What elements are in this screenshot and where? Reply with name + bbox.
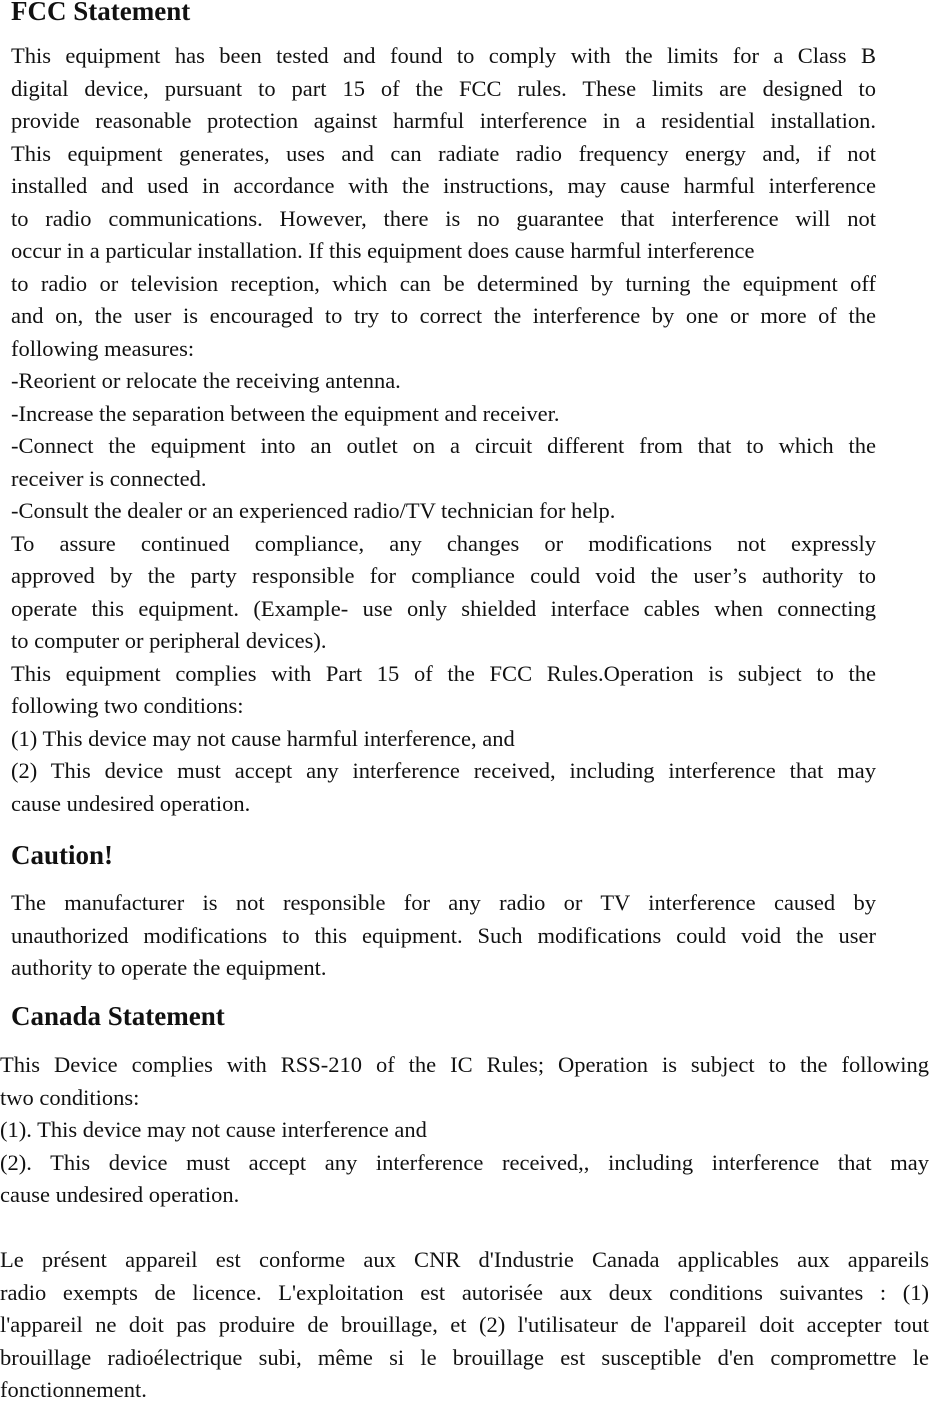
text-line: fonctionnement. [0,1377,147,1402]
text-line: The manufacturer is not responsible for any radio or TV interference caused by [11,890,876,915]
text-line: occur in a particular installation. If this equipment does cause harmful interference [11,238,755,263]
text-line: radio exempts de licence. L'exploitation est autorisée aux deux conditions suivantes : (1) [0,1279,929,1305]
text-line: following two conditions: [11,693,244,718]
measure-item: -Consult the dealer or an experienced radio/TV technician for help. [11,498,616,523]
text-line: cause undesired operation. [11,790,251,816]
canada-statement-english [0,1049,929,1212]
canada-statement-french [0,1244,929,1407]
text-line: cause undesired operation. [0,1182,240,1207]
text-line: to radio or television reception, which can be determined by turning the equipment off [11,270,876,296]
text-line: following measures: [11,335,195,361]
canada-statement-heading: Canada Statement [11,1001,225,1031]
text-line: operate this equipment. (Example- use only shielded interface cables when connecting [11,595,876,621]
condition-item: (2). This device must accept any interference received,, including interference that may [0,1149,929,1175]
text-line: provide reasonable protection against harmful interference in a residential installation. [11,108,876,133]
fcc-statement-body [11,40,876,820]
text-line: authority to operate the equipment. [11,955,327,980]
text-line: l'appareil ne doit pas produire de brouillage, et (2) l'utilisateur de l'appareil doit accepter tout [0,1312,929,1337]
condition-item: (1). This device may not cause interference and [0,1117,427,1142]
text-line: To assure continued compliance, any changes or modifications not expressly [11,530,876,556]
text-line: This equipment has been tested and found to comply with the limits for a Class B [11,43,876,68]
text-line: to radio communications. However, there is no guarantee that interference will not [11,205,876,231]
text-line: to computer or peripheral devices). [11,628,327,653]
measure-item: -Increase the separation between the equipment and receiver. [11,400,560,426]
text-line: approved by the party responsible for compliance could void the user’s authority to [11,563,876,588]
text-line: Le présent appareil est conforme aux CNR d'Industrie Canada applicables aux appareils [0,1247,929,1272]
text-line: unauthorized modifications to this equipment. Such modifications could void the user [11,922,876,948]
condition-item: (1) This device may not cause harmful interference, and [11,725,515,751]
text-line: two conditions: [0,1084,140,1110]
text-line: brouillage radioélectrique subi, même si le brouillage est susceptible d'en compromettre le [0,1344,929,1370]
condition-item: (2) This device must accept any interference received, including interference that may [11,758,876,783]
caution-heading: Caution! [11,840,114,870]
text-line: This Device complies with RSS-210 of the IC Rules; Operation is subject to the following [0,1052,929,1077]
measure-item: -Reorient or relocate the receiving antenna. [11,368,401,393]
measure-item: -Connect the equipment into an outlet on a circuit different from that to which the [11,433,876,458]
caution-body [11,887,876,985]
text-line: installed and used in accordance with the instructions, may cause harmful interference [11,173,876,198]
fcc-statement-heading: FCC Statement [11,0,191,26]
text-line: receiver is connected. [11,465,207,491]
text-line: and on, the user is encouraged to try to correct the interference by one or more of the [11,303,876,328]
text-line: This equipment generates, uses and can radiate radio frequency energy and, if not [11,140,876,166]
text-line: This equipment complies with Part 15 of the FCC Rules.Operation is subject to the [11,660,876,686]
text-line: digital device, pursuant to part 15 of the FCC rules. These limits are designed to [11,75,876,101]
